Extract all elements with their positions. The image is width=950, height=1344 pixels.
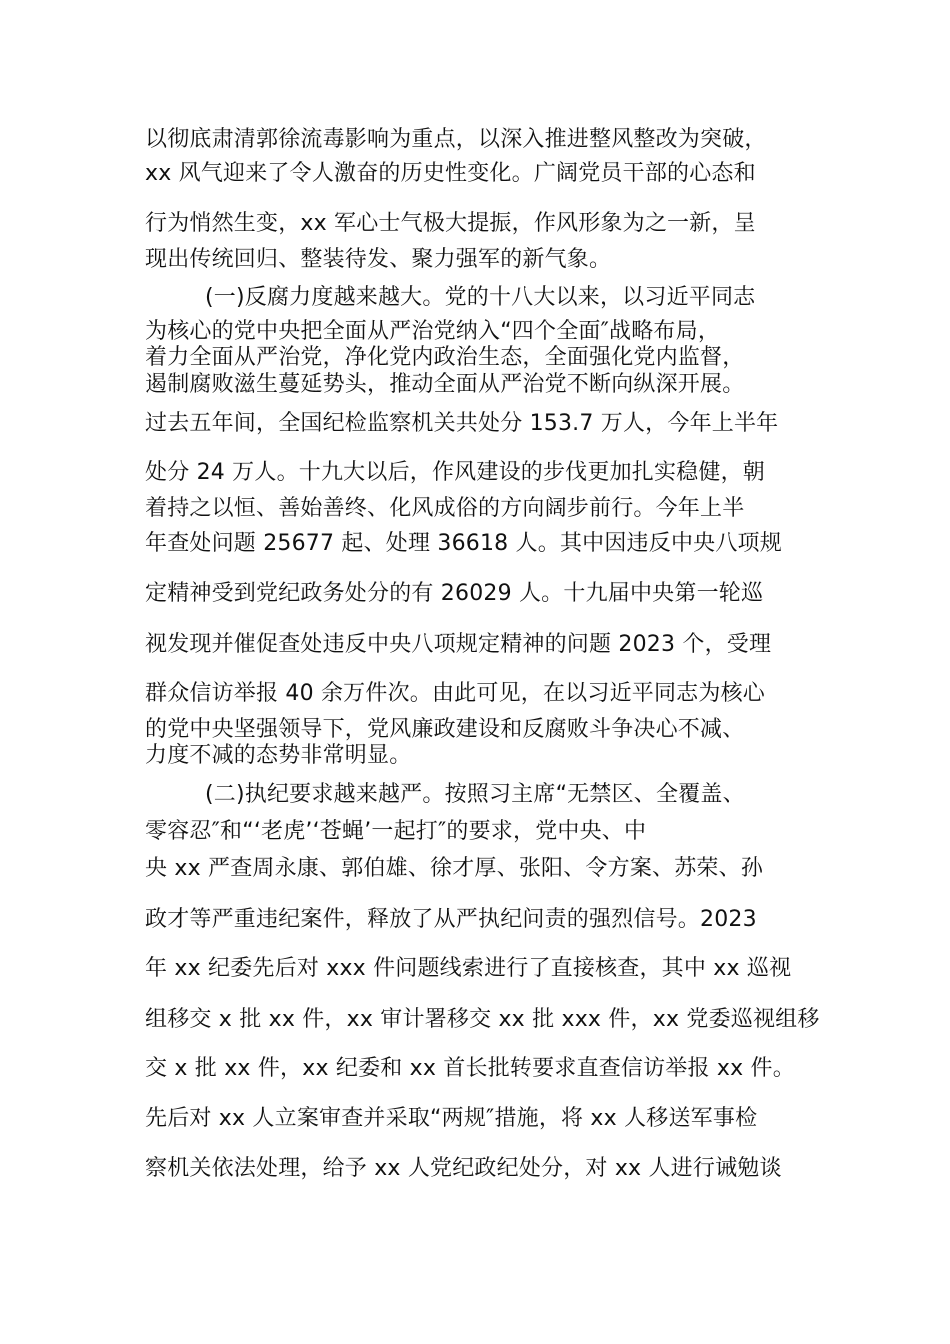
paragraph-heading-2: (二)执纪要求越来越严。按照习主席“无禁区、全覆盖、 xyxy=(205,782,745,807)
text-line: 行为悄然生变，xx 军心士气极大提振，作风形象为之一新，呈 xyxy=(145,211,756,236)
text-line: 年 xx 纪委先后对 xxx 件问题线索进行了直接核查，其中 xx 巡视 xyxy=(145,956,792,981)
text-line: 察机关依法处理，给予 xx 人党纪政纪处分，对 xx 人进行诫勉谈 xyxy=(145,1156,782,1181)
text-line: 交 x 批 xx 件，xx 纪委和 xx 首长批转要求直查信访举报 xx 件。 xyxy=(145,1056,795,1081)
text-line: 组移交 x 批 xx 件，xx 审计署移交 xx 批 xxx 件，xx 党委巡视组移 xyxy=(145,1007,820,1032)
text-line: 视发现并催促查处违反中央八项规定精神的问题 2023 个，受理 xyxy=(145,632,772,657)
text-line: 过去五年间，全国纪检监察机关共处分 153.7 万人，今年上半年 xyxy=(145,411,779,436)
text-line: 零容忍″和“‘老虎’‘苍蝇’一起打″的要求，党中央、中 xyxy=(145,819,647,844)
text-line: 群众信访举报 40 余万件次。由此可见，在以习近平同志为核心 xyxy=(145,681,765,706)
text-line: 着力全面从严治党，净化党内政治生态，全面强化党内监督， xyxy=(145,345,745,370)
text-line: 年查处问题 25677 起、处理 36618 人。其中因违反中央八项规 xyxy=(145,531,782,556)
text-line: 着持之以恒、善始善终、化风成俗的方向阔步前行。今年上半 xyxy=(145,496,745,521)
text-line: 为核心的党中央把全面从严治党纳入“四个全面″战略布局， xyxy=(145,319,721,344)
text-line: 政才等严重违纪案件，释放了从严执纪问责的强烈信号。2023 xyxy=(145,907,757,932)
paragraph-heading-1: (一)反腐力度越来越大。党的十八大以来，以习近平同志 xyxy=(205,285,756,310)
text-line: xx 风气迎来了令人激奋的历史性变化。广阔党员干部的心态和 xyxy=(145,161,756,186)
text-line: 现出传统回归、整装待发、聚力强军的新气象。 xyxy=(145,247,612,272)
text-line: 以彻底肃清郭徐流毒影响为重点，以深入推进整风整改为突破， xyxy=(145,127,767,152)
text-line: 的党中央坚强领导下，党风廉政建设和反腐败斗争决心不减、 xyxy=(145,717,745,742)
text-line: 央 xx 严查周永康、郭伯雄、徐才厚、张阳、令方案、苏荣、孙 xyxy=(145,856,764,881)
text-line: 先后对 xx 人立案审查并采取“两规″措施，将 xx 人移送军事检 xyxy=(145,1106,758,1131)
text-line: 力度不减的态势非常明显。 xyxy=(145,743,412,768)
text-line: 定精神受到党纪政务处分的有 26029 人。十九届中央第一轮巡 xyxy=(145,581,764,606)
text-line: 处分 24 万人。十九大以后，作风建设的步伐更加扎实稳健，朝 xyxy=(145,460,765,485)
text-line: 遏制腐败滋生蔓延势头，推动全面从严治党不断向纵深开展。 xyxy=(145,372,745,397)
